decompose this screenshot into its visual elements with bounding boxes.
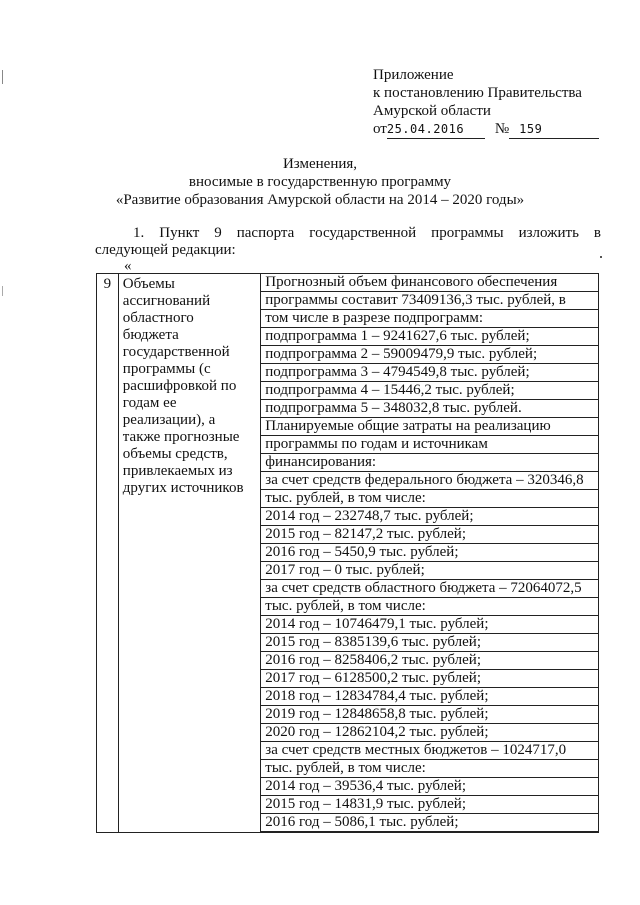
passport-table xyxy=(96,273,599,833)
resolution-date: 25.04.2016 xyxy=(387,120,485,139)
name-line: также прогнозные xyxy=(122,429,240,445)
heading-line-1: Изменения, xyxy=(282,156,358,172)
content-line: тыс. рублей, в том числе: xyxy=(261,490,598,508)
content-line: 2015 год – 14831,9 тыс. рублей; xyxy=(261,796,598,814)
name-line: программы (с xyxy=(122,361,211,377)
content-line: подпрограмма 2 – 59009479,9 тыс. рублей; xyxy=(261,346,598,364)
name-line: других источников xyxy=(122,480,244,496)
content-line: тыс. рублей, в том числе: xyxy=(261,760,598,778)
content-line: 2018 год – 12834784,4 тыс. рублей; xyxy=(261,688,598,706)
name-line: бюджета xyxy=(122,327,179,343)
name-line: расшифровкой по xyxy=(122,378,237,394)
content-line: 2014 год – 10746479,1 тыс. рублей; xyxy=(261,616,598,634)
open-quote: « xyxy=(124,258,132,274)
content-line: Прогнозный объем финансового обеспечения xyxy=(261,274,598,292)
content-line: 2016 год – 5450,9 тыс. рублей; xyxy=(261,544,598,562)
content-line: 2017 год – 6128500,2 тыс. рублей; xyxy=(261,670,598,688)
content-line: Планируемые общие затраты на реализацию xyxy=(261,418,598,436)
appendix-resolution: к постановлению Правительства xyxy=(373,85,582,101)
name-line: Объемы xyxy=(122,276,175,292)
appendix-block xyxy=(373,66,599,139)
content-line: подпрограмма 4 – 15446,2 тыс. рублей; xyxy=(261,382,598,400)
name-line: объемы средств, xyxy=(122,446,228,462)
row-content xyxy=(261,274,598,832)
content-line: том числе в разрезе подпрограмм: xyxy=(261,310,598,328)
appendix-title: Приложение xyxy=(373,67,454,83)
content-line: программы составит 73409136,3 тыс. рублей, в xyxy=(261,292,598,310)
content-line: подпрограмма 5 – 348032,8 тыс. рублей. xyxy=(261,400,598,418)
table-row xyxy=(97,274,599,833)
item-1-line-2: следующей редакции: xyxy=(95,242,236,258)
content-line: 2020 год – 12862104,2 тыс. рублей; xyxy=(261,724,598,742)
content-line: подпрограмма 1 – 9241627,6 тыс. рублей; xyxy=(261,328,598,346)
content-line: 2016 год – 5086,1 тыс. рублей; xyxy=(261,814,598,832)
content-line: 2017 год – 0 тыс. рублей; xyxy=(261,562,598,580)
content-line: финансирования: xyxy=(261,454,598,472)
heading-line-2: вносимые в государственную программу xyxy=(188,174,452,190)
name-line: государственной xyxy=(122,344,230,360)
name-line: реализации), а xyxy=(122,412,216,428)
content-line: тыс. рублей, в том числе: xyxy=(261,598,598,616)
row-name xyxy=(119,274,260,497)
name-line: привлекаемых из xyxy=(122,463,233,479)
date-prefix: от xyxy=(373,121,387,137)
content-line: 2014 год – 232748,7 тыс. рублей; xyxy=(261,508,598,526)
content-line: за счет средств федерального бюджета – 320346,8 xyxy=(261,472,598,490)
appendix-region: Амурской области xyxy=(373,103,491,119)
row-number-cell: 9 xyxy=(97,274,119,833)
appendix-date-line xyxy=(373,120,599,139)
content-line: 2016 год – 8258406,2 тыс. рублей; xyxy=(261,652,598,670)
content-line: подпрограмма 3 – 4794549,8 тыс. рублей; xyxy=(261,364,598,382)
scan-margin-mark xyxy=(2,286,3,296)
content-line: за счет средств областного бюджета – 72064072,5 xyxy=(261,580,598,598)
heading-line-3: «Развитие образования Амурской области на 2014 – 2020 годы» xyxy=(115,192,525,208)
scan-margin-mark xyxy=(2,70,3,84)
name-line: годам ее xyxy=(122,395,177,411)
content-line: 2015 год – 82147,2 тыс. рублей; xyxy=(261,526,598,544)
content-line: программы по годам и источникам xyxy=(261,436,598,454)
row-content-cell xyxy=(261,274,599,833)
name-line: ассигнований xyxy=(122,293,211,309)
name-line: областного xyxy=(122,310,194,326)
resolution-number: 159 xyxy=(509,120,599,139)
content-line: 2014 год – 39536,4 тыс. рублей; xyxy=(261,778,598,796)
content-line: 2015 год – 8385139,6 тыс. рублей; xyxy=(261,634,598,652)
row-name-cell xyxy=(118,274,260,833)
item-1-paragraph xyxy=(95,225,601,259)
document-heading xyxy=(0,155,640,209)
content-line: 2019 год – 12848658,8 тыс. рублей; xyxy=(261,706,598,724)
number-sign: № xyxy=(494,121,510,137)
content-line: за счет средств местных бюджетов – 1024717,0 xyxy=(261,742,598,760)
item-1-line-1: 1. Пункт 9 паспорта государственной программы изложить в xyxy=(133,225,601,241)
